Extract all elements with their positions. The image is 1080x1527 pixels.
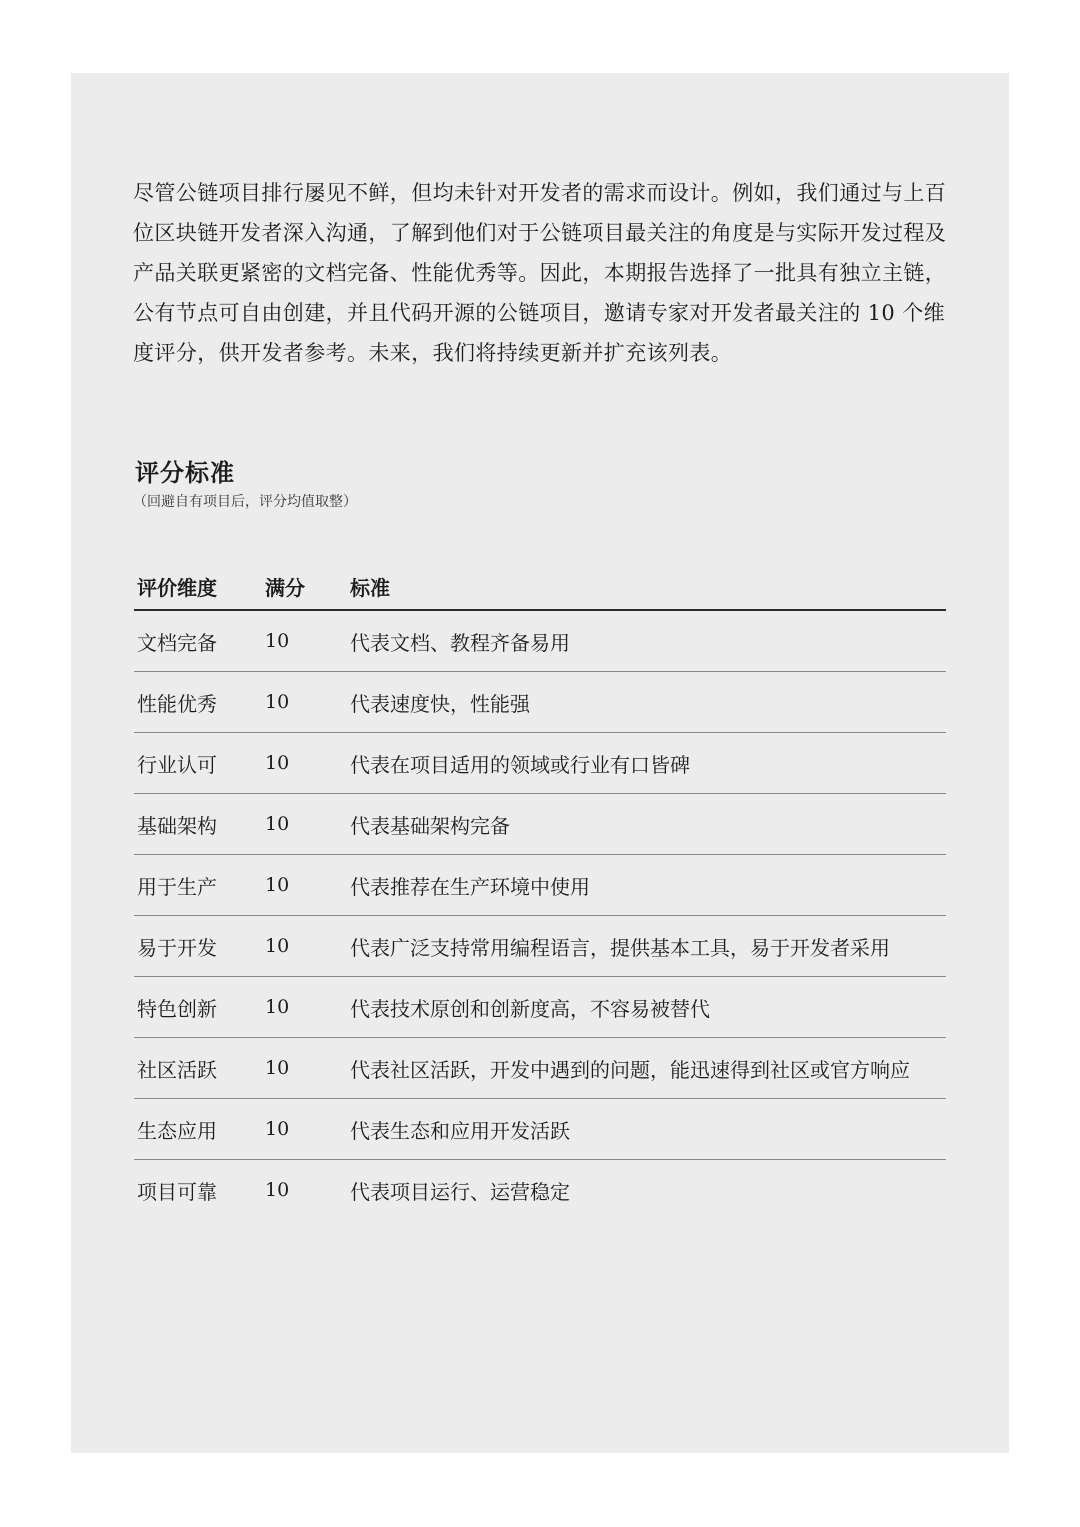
header-standard: 标准 [347, 563, 946, 610]
cell-dimension: 行业认可 [134, 733, 262, 794]
cell-dimension: 项目可靠 [137, 1179, 217, 1204]
section-title: 评分标准 [135, 458, 235, 487]
cell-dimension: 生态应用 [134, 1099, 262, 1160]
cell-dimension: 用于生产 [134, 855, 262, 916]
cell-standard: 代表社区活跃，开发中遇到的问题，能迅速得到社区或官方响应 [347, 1038, 946, 1099]
cell-score: 10 [262, 610, 347, 672]
cell-standard: 代表技术原创和创新度高，不容易被替代 [347, 977, 946, 1038]
cell-standard: 代表生态和应用开发活跃 [347, 1099, 946, 1160]
table-row [134, 733, 946, 794]
table-row [134, 1160, 946, 1221]
cell-standard: 代表速度快，性能强 [347, 672, 946, 733]
cell-score: 10 [265, 1179, 290, 1201]
cell-dimension: 特色创新 [134, 977, 262, 1038]
cell-score: 10 [262, 794, 347, 855]
cell-standard: 代表在项目适用的领域或行业有口皆碑 [347, 733, 946, 794]
intro-paragraph: 尽管公链项目排行屡见不鲜，但均未针对开发者的需求而设计。例如，我们通过与上百位区块链开发者深入沟通，了解到他们对于公链项目最关注的角度是与实际开发过程及产品关联更紧密的文档完备、性能优秀等。因此，本期报告选择了一批具有独立主链，公有节点可自由创建，并且代码开源的公链项目，邀请专家对开发者最关注的 10 个维度评分，供开发者参考。未来，我们将持续更新并扩充该列表。 [133, 181, 947, 365]
cell-standard: 代表推荐在生产环境中使用 [347, 855, 946, 916]
cell-score: 10 [262, 916, 347, 977]
section-note: （回避自有项目后，评分均值取整） [133, 494, 357, 510]
table-row [134, 977, 946, 1038]
table-row [134, 610, 946, 672]
criteria-table [134, 563, 946, 1220]
cell-dimension: 社区活跃 [134, 1038, 262, 1099]
cell-score: 10 [262, 1099, 347, 1160]
header-dimension: 评价维度 [134, 563, 262, 610]
cell-dimension: 文档完备 [134, 610, 262, 672]
table-header-row [134, 563, 946, 610]
table-row [134, 855, 946, 916]
table-row [134, 916, 946, 977]
cell-standard: 代表文档、教程齐备易用 [347, 610, 946, 672]
cell-dimension: 性能优秀 [134, 672, 262, 733]
header-score: 满分 [262, 563, 347, 610]
cell-standard: 代表项目运行、运营稳定 [350, 1179, 570, 1204]
table-row [134, 1038, 946, 1099]
cell-standard: 代表基础架构完备 [347, 794, 946, 855]
cell-dimension: 易于开发 [134, 916, 262, 977]
table-row [134, 672, 946, 733]
cell-score: 10 [262, 672, 347, 733]
table-row [134, 794, 946, 855]
cell-dimension: 基础架构 [134, 794, 262, 855]
document-page [71, 73, 1009, 1453]
cell-score: 10 [262, 977, 347, 1038]
cell-score: 10 [262, 733, 347, 794]
cell-score: 10 [262, 1038, 347, 1099]
cell-score: 10 [262, 855, 347, 916]
cell-standard: 代表广泛支持常用编程语言，提供基本工具，易于开发者采用 [347, 916, 946, 977]
table-row [134, 1099, 946, 1160]
